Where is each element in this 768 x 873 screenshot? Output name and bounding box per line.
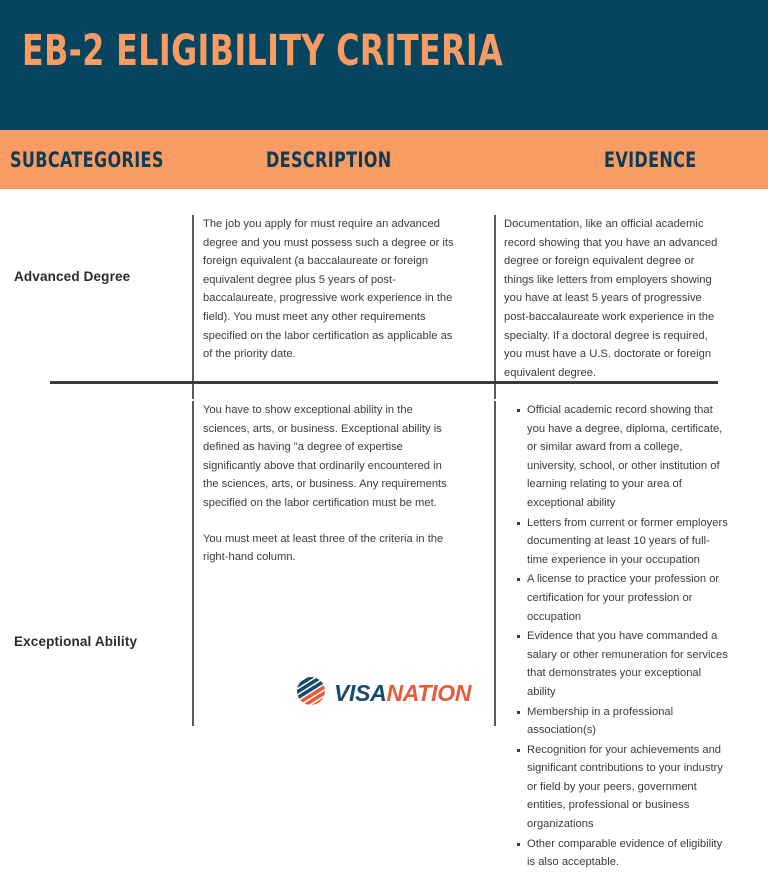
list-item: Official academic record showing that you have a degree, diploma, certificate, or similar award from a college, university, school, or other institution of learning relating to your area of exceptional ability bbox=[517, 401, 730, 513]
logo-word-visa: VISA bbox=[334, 680, 387, 706]
list-item: Evidence that you have commanded a salary or other remuneration for services that demonstrates your exceptional ability bbox=[517, 627, 730, 701]
list-item: Membership in a professional association(s) bbox=[517, 703, 730, 740]
subcategory-label: Exceptional Ability bbox=[14, 634, 138, 649]
list-item: A license to practice your profession or certification for your profession or occupation bbox=[517, 570, 730, 626]
title-banner bbox=[0, 0, 768, 130]
page-title: EB-2 ELIGIBILITY CRITERIA bbox=[22, 26, 504, 76]
table-row bbox=[0, 384, 768, 869]
subcategory-label: Advanced Degree bbox=[14, 269, 131, 284]
evidence-bullet-list bbox=[504, 401, 730, 872]
description-paragraph: You must meet at least three of the criteria in the right-hand column. bbox=[203, 532, 444, 564]
criteria-table bbox=[0, 189, 768, 869]
description-cell bbox=[192, 401, 494, 567]
visanation-logo bbox=[296, 676, 471, 711]
logo-wordmark bbox=[334, 682, 471, 705]
list-item: Other comparable evidence of eligibility is also acceptable. bbox=[517, 835, 730, 872]
column-header-band bbox=[0, 130, 768, 189]
list-item: Letters from current or former employers documenting at least 10 years of full-time experience in your occupation bbox=[517, 514, 730, 570]
globe-stripes-icon bbox=[296, 676, 326, 711]
column-header-evidence: EVIDENCE bbox=[604, 148, 697, 172]
list-item: Recognition for your achievements and significant contributions to your industry or field by your peers, government entities, professional or business organizations bbox=[517, 741, 730, 834]
column-header-description: DESCRIPTION bbox=[266, 148, 392, 172]
evidence-cell bbox=[494, 401, 768, 873]
evidence-cell bbox=[494, 215, 768, 382]
evidence-paragraph: Documentation, like an official academic record showing that you have an advanced degree or foreign equivalent degree or things like letters from employers showing you have at least 5 years of progressive post-baccalaureate work experience in the specialty. If a doctoral degree is required, you must have a U.S. doctorate or foreign equivalent degree. bbox=[504, 218, 718, 379]
description-paragraph: The job you apply for must require an advanced degree and you must possess such a degree or its foreign equivalent (a baccalaureate or foreign equivalent degree plus 5 years of post-baccalaureate, progressive work experience in the field). You must meet any other requirements specified on the labor certification as applicable as of the priority date. bbox=[203, 218, 454, 361]
column-header-subcategories: SUBCATEGORIES bbox=[10, 148, 164, 172]
description-cell bbox=[192, 215, 494, 364]
table-row bbox=[0, 189, 768, 381]
description-paragraph: You have to show exceptional ability in the sciences, arts, or business. Exceptional ability is defined as having "a degree of expertise significantly above that ordinarily encountered in the sciences, arts, or business. Any requirements specified on the labor certification must be met. bbox=[203, 404, 447, 509]
logo-word-nation: NATION bbox=[386, 680, 472, 706]
